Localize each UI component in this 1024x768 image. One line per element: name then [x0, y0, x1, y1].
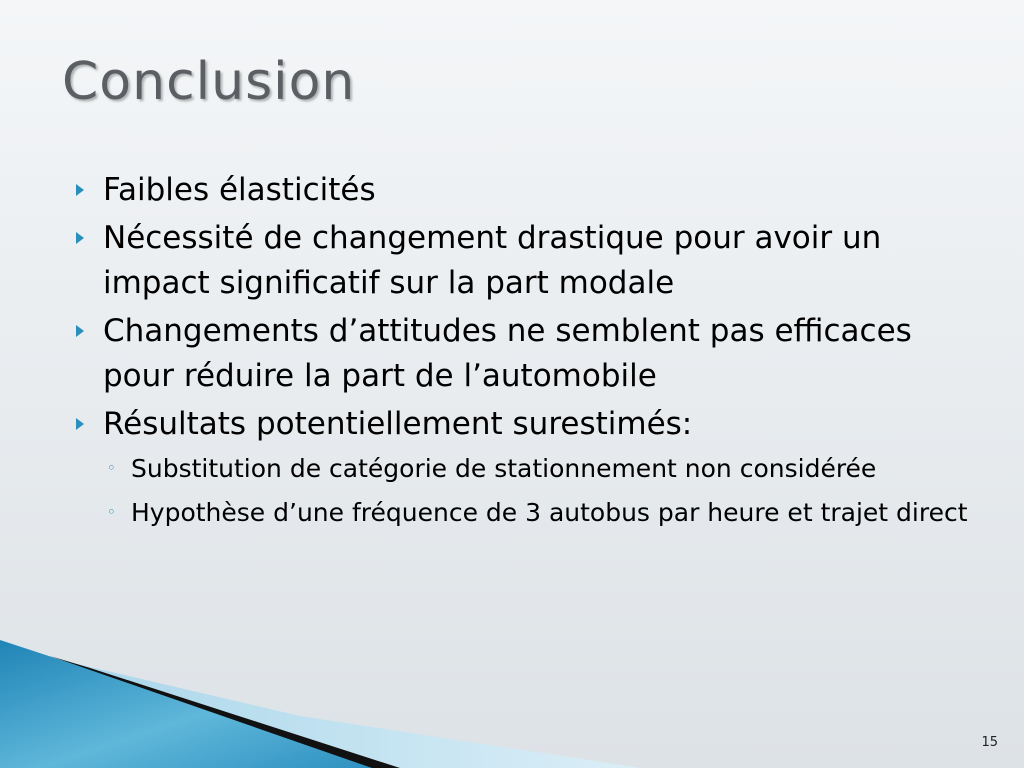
slide-title: Conclusion: [62, 52, 356, 112]
sub-bullet-text: Hypothèse d’une fréquence de 3 autobus par heure et trajet direct: [131, 498, 968, 527]
circle-bullet-icon: ◦: [107, 503, 116, 521]
decorative-wave-graphic: [0, 638, 1024, 768]
sub-bullet-item: [103, 451, 972, 487]
bullet-item: [72, 309, 972, 399]
bullet-list: [72, 168, 972, 531]
bullet-text: Changements d’attitudes ne semblent pas efficaces pour réduire la part de l’automobile: [103, 313, 912, 394]
bullet-text: Résultats potentiellement surestimés:: [103, 406, 693, 442]
triangle-bullet-icon: [76, 418, 84, 430]
slide-content: [72, 168, 972, 539]
bullet-text: Nécessité de changement drastique pour avoir un impact significatif sur la part modale: [103, 220, 882, 301]
triangle-bullet-icon: [76, 232, 84, 244]
sub-bullet-text: Substitution de catégorie de stationnement non considérée: [131, 454, 877, 483]
sub-bullet-item: [103, 495, 972, 531]
bullet-item: [72, 216, 972, 306]
page-number: 15: [981, 735, 998, 750]
triangle-bullet-icon: [76, 325, 84, 337]
sub-bullet-list: [103, 451, 972, 531]
triangle-bullet-icon: [76, 184, 84, 196]
bullet-item: [72, 168, 972, 213]
circle-bullet-icon: ◦: [107, 459, 116, 477]
bullet-text: Faibles élasticités: [103, 172, 376, 208]
bullet-item: [72, 402, 972, 531]
